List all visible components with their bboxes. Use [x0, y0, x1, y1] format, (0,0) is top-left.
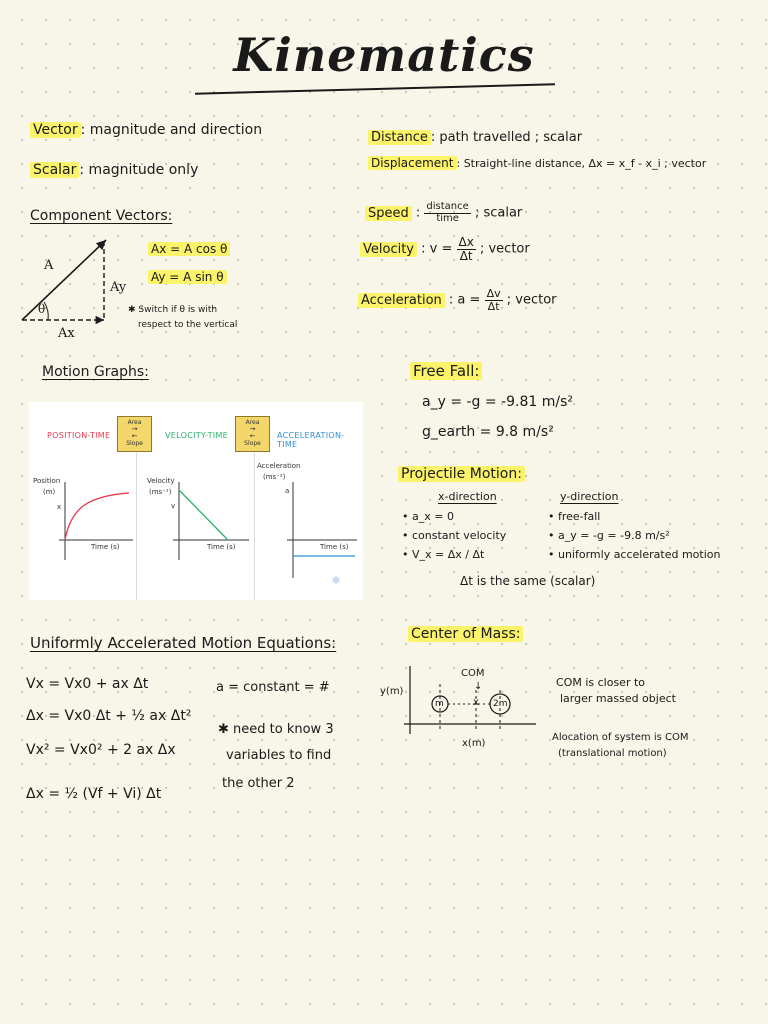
uam-heading: Uniformly Accelerated Motion Equations:: [30, 634, 337, 652]
free-fall-heading: Free Fall:: [410, 362, 482, 380]
acceleration-ylabel: Acceleration: [257, 462, 301, 470]
label-ay: Ay: [110, 280, 127, 295]
vector-label: Vector: [30, 122, 81, 138]
label-ax: Ax: [58, 326, 75, 341]
scalar-definition: [30, 162, 198, 178]
velocity-xlabel: Time (s): [207, 543, 236, 551]
vector-text: : magnitude and direction: [80, 122, 263, 138]
velocity-label: Velocity: [360, 242, 417, 257]
component-vectors-heading: Component Vectors:: [30, 208, 173, 224]
velocity-lhs: v =: [429, 241, 453, 257]
eq-ax: Ax = A cos θ: [148, 242, 230, 256]
vector-definition: [30, 122, 262, 138]
list-item: • free-fall: [548, 510, 601, 523]
motion-graphs-heading: Motion Graphs:: [42, 364, 149, 380]
list-item: • a_y = -g = -9.8 m/s²: [548, 529, 670, 542]
projectile-heading: Projectile Motion:: [398, 466, 525, 482]
arrow-left-icon: ←: [249, 432, 256, 440]
vector-a-arrow: [22, 240, 106, 320]
position-xlabel: Time (s): [91, 543, 120, 551]
graph-divider: [254, 452, 255, 600]
uam-eq4: Δx = ½ (Vf + Vi) Δt: [26, 786, 162, 802]
velocity-line: [179, 490, 227, 539]
arrow-left-icon: ←: [131, 432, 138, 440]
com-diagram: [400, 660, 540, 740]
list-item: • uniformly accelerated motion: [548, 548, 721, 561]
legend-area-slope-1: Area → ← Slope: [117, 416, 152, 452]
arrow-right-icon: →: [249, 425, 256, 433]
velocity-ylabel-unit: (ms⁻¹): [149, 488, 172, 496]
com-mass-small: m: [435, 699, 444, 709]
com-note1-line1: COM is closer to: [556, 676, 646, 689]
atom-icon: ⚛: [331, 574, 341, 587]
uam-note-line1: ✱ need to know 3: [218, 722, 334, 737]
distance-text: : path travelled ; scalar: [430, 130, 583, 145]
acceleration-definition: [358, 288, 557, 312]
velocity-time-title: VELOCITY-TIME: [165, 431, 229, 440]
com-mass-large: 2m: [493, 699, 508, 709]
com-heading: Center of Mass:: [408, 626, 523, 642]
motion-graphs-panel: [29, 402, 363, 600]
graph-divider: [136, 452, 137, 600]
uam-eq2: Δx = Vx0 Δt + ½ ax Δt²: [26, 708, 192, 724]
projectile-shared-note: Δt is the same (scalar): [460, 574, 596, 588]
distance-label: Distance: [368, 130, 431, 145]
com-note2-line1: Alocation of system is COM: [552, 732, 689, 743]
free-fall-eq1: a_y = -g = -9.81 m/s²: [422, 394, 573, 410]
velocity-suffix: ; vector: [479, 241, 530, 257]
position-time-title: POSITION-TIME: [47, 431, 111, 440]
projectile-x-heading: x-direction: [438, 490, 497, 503]
velocity-definition: Velocity : v = $\frac{\Delta x}{\Delta t}$ ; vector: [360, 236, 530, 262]
acceleration-time-graph: [287, 482, 359, 582]
acceleration-label: Acceleration: [358, 293, 445, 308]
position-ylabel: Position: [33, 477, 61, 485]
arrow-right-icon: →: [131, 425, 138, 433]
label-a: A: [44, 258, 54, 273]
position-curve: [65, 493, 129, 540]
com-label: COM: [461, 668, 485, 679]
projectile-y-list: [548, 510, 720, 567]
velocity-time-graph: [173, 482, 251, 562]
speed-suffix: ; scalar: [474, 205, 523, 221]
uam-eq3: Vx² = Vx0² + 2 ax Δx: [26, 742, 176, 758]
displacement-text: : Straight-line distance, Δx = x_f - x_i ; vector: [456, 157, 707, 170]
displacement-definition: [368, 156, 706, 170]
com-note2-line2: (translational motion): [558, 748, 667, 759]
displacement-label: Displacement: [368, 156, 457, 170]
com-arrow-icon: ↓: [474, 681, 483, 692]
projectile-y-heading: y-direction: [560, 490, 619, 503]
scalar-text: : magnitude only: [79, 162, 199, 178]
speed-definition: Speed : $\frac{\text{distance}}{\text{time}}$ ; scalar: [365, 202, 522, 224]
acceleration-fraction: $\frac{\Delta v}{\Delta t}$: [486, 287, 501, 313]
acceleration-suffix: ; vector: [506, 292, 557, 308]
free-fall-eq2: g_earth = 9.8 m/s²: [422, 424, 554, 440]
page-title: Kinematics: [233, 28, 535, 82]
legend-area-slope-2: Area → ← Slope: [235, 416, 270, 452]
uam-constant: a = constant = #: [216, 680, 330, 695]
position-var: x: [57, 503, 62, 511]
position-time-graph: [59, 482, 134, 562]
scalar-label: Scalar: [30, 162, 79, 178]
com-ylabel: y(m): [380, 686, 404, 697]
label-theta: θ: [38, 302, 46, 316]
acceleration-ylabel-unit: (ms⁻²): [263, 473, 286, 481]
acceleration-lhs: : a =: [448, 292, 481, 308]
uam-note-line2: variables to find: [226, 748, 332, 763]
velocity-ylabel: Velocity: [147, 477, 175, 485]
uam-note-line3: the other 2: [222, 776, 295, 791]
switch-note-line1: ✱ Switch if θ is with: [128, 305, 218, 315]
acceleration-time-title: ACCELERATION-TIME: [277, 431, 345, 449]
com-xlabel: x(m): [462, 738, 486, 749]
switch-note-line2: respect to the vertical: [138, 320, 238, 330]
eq-ay: Ay = A sin θ: [148, 270, 227, 284]
com-mid-marker: x: [473, 697, 479, 708]
distance-definition: [368, 130, 582, 145]
speed-label: Speed: [365, 206, 412, 221]
title-underline: [195, 83, 555, 94]
list-item: • a_x = 0: [402, 510, 454, 523]
velocity-var: v: [171, 502, 176, 510]
position-ylabel-unit: (m): [43, 488, 56, 496]
list-item: • constant velocity: [402, 529, 507, 542]
list-item: • V_x = Δx / Δt: [402, 548, 485, 561]
speed-fraction: $\frac{\text{distance}}{\text{time}}$: [426, 201, 469, 224]
com-note1-line2: larger massed object: [560, 692, 676, 705]
velocity-fraction: $\frac{\Delta x}{\Delta t}$: [458, 235, 474, 263]
acceleration-xlabel: Time (s): [320, 543, 349, 551]
acceleration-var: a: [285, 487, 290, 495]
projectile-x-list: [402, 510, 506, 567]
uam-eq1: Vx = Vx0 + ax Δt: [26, 676, 149, 692]
